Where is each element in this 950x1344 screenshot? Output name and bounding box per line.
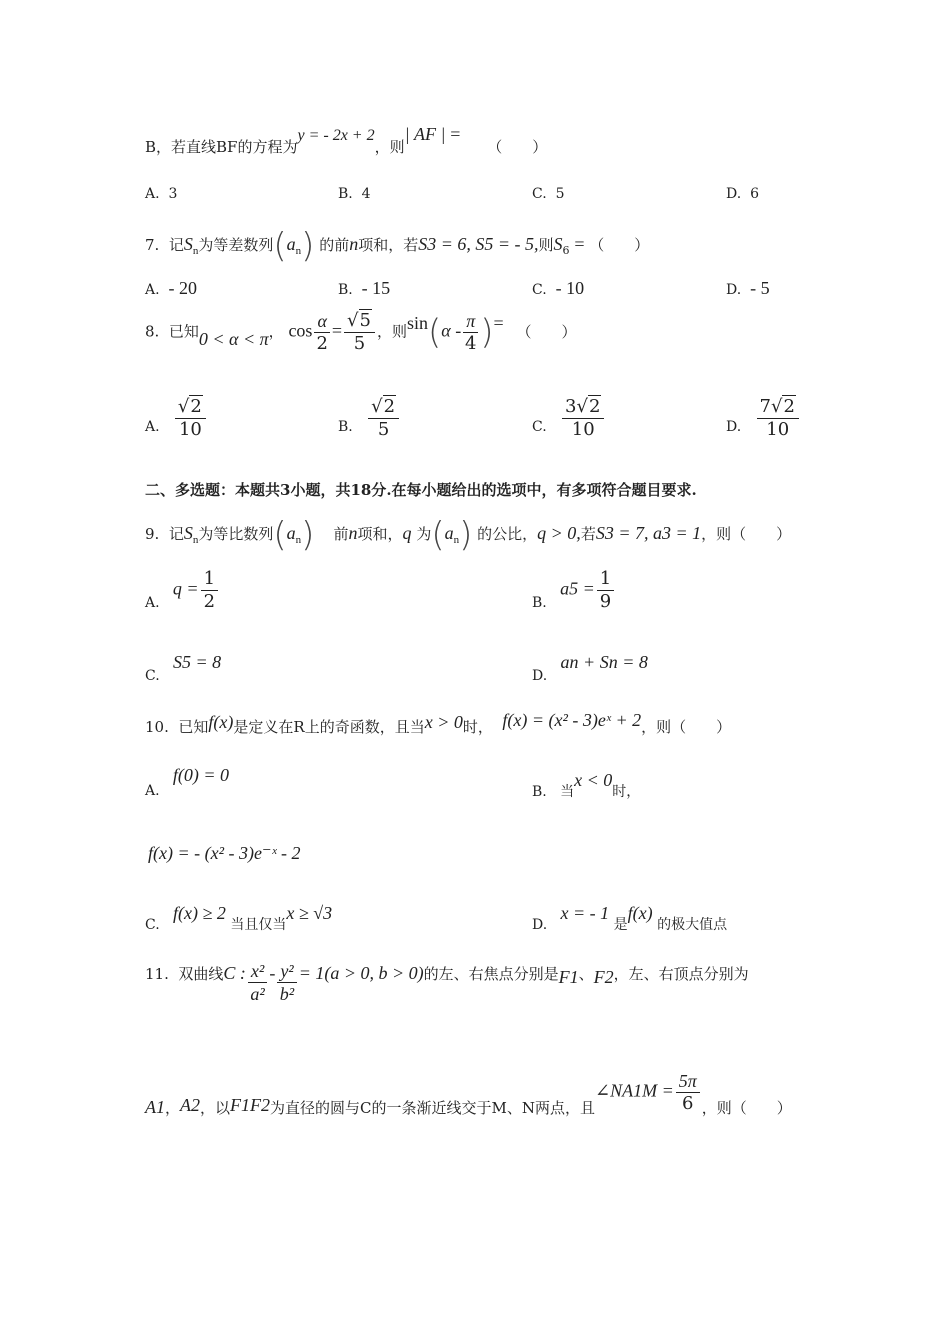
section-heading: 二、多选题：本题共3小题，共18分.在每小题给出的选项中，有多项符合题目要求. — [145, 481, 697, 499]
q10-stem: 10. 已知f(x)是定义在R上的奇函数，且当x > 0时， f(x) = (x² - 3)eˣ + 2，则（ ） — [145, 710, 732, 736]
q7-option-d: D. - 5 — [726, 278, 770, 298]
q10-option-b: B. 当x < 0时， — [532, 770, 641, 800]
q8-stem: 8. 已知0 < α < π， cos $\frac{\alpha}{2}$ = $\frac{√5}{5}$ ，则sin(α - $\frac{\pi}{4}$ )= （ ） — [145, 310, 577, 354]
q10-option-b-formula: f(x) = - (x² - 3)e⁻ˣ - 2 — [148, 843, 301, 863]
q10-option-d: D. x = - 1 是f(x) 的极大值点 — [532, 903, 728, 933]
q6-prefix: B，若直线BF的方程为 — [145, 138, 298, 156]
q6-ask: | AF | — [404, 124, 446, 144]
q9-option-c: C. S5 = 8 — [145, 652, 222, 684]
q7-option-b: B. - 15 — [338, 278, 391, 298]
q9-condition: S3 = 7, a3 = 1 — [595, 523, 702, 543]
q6-stem: B，若直线BF的方程为y = - 2x + 2，则| AF | = （ ） — [145, 124, 548, 156]
q9-option-b: B. a5 = $\frac{1}{9}$ — [532, 568, 616, 613]
q6-option-d: D. 6 — [726, 186, 760, 202]
q8-range: 0 < α < π — [198, 328, 269, 349]
q6-line-eq: y = - 2x + 2 — [297, 127, 375, 144]
q8-option-b: B. $\frac{√2}{5}$ — [338, 396, 401, 441]
q11-stem: 11. 双曲线C : $\frac{\text{x²}}{\text{a²}}$ - $\frac{\text{y²}}{\text{b²}}$ = 1(a > 0, b > 0)的左、右焦点分别是F1、F2，左、右顶点分别为 — [145, 961, 749, 1004]
q7-stem: 7. 记$S_n$为等差数列$(a_n)$ 的前n项和，若S3 = 6, S5 = - 5,则$S_6$ = （ ） — [145, 226, 650, 266]
q6-mid: ，则 — [374, 138, 405, 156]
q6-paren: （ ） — [487, 138, 548, 156]
q7-condition: S3 = 6, S5 = - 5, — [418, 234, 539, 254]
q8-option-a: A. $\frac{√2}{10}$ — [145, 396, 208, 441]
q9-option-a: A. q = $\frac{1}{2}$ — [145, 568, 220, 613]
q10-formula: f(x) = (x² - 3)eˣ + 2 — [502, 710, 642, 730]
q6-option-b: B. 4 — [338, 186, 371, 202]
q11-stem-continued: A1，A2，以F1F2为直径的圆与C的一条渐近线交于M、N两点，且∠NA1M = $\frac{5\pi}{6}$ ，则（ ） — [145, 1071, 792, 1117]
q10-option-a: A. f(0) = 0 — [145, 765, 230, 799]
q7-option-a: A. - 20 — [145, 278, 197, 298]
q9-stem: 9. 记$S_n$为等比数列$(a_n)$ 前n项和，q 为$(a_n)$ 的公比，q > 0,若S3 = 7, a3 = 1，则（ ） — [145, 515, 792, 555]
q9-option-d: D. an + Sn = 8 — [532, 652, 648, 684]
q6-option-c: C. 5 — [532, 186, 565, 202]
q10-option-c: C. f(x) ≥ 2 当且仅当x ≥ √3 — [145, 903, 333, 933]
q8-option-c: C. $\frac{3√2}{10}$ — [532, 396, 606, 441]
q6-option-a: A. 3 — [145, 186, 178, 202]
q8-option-d: D. $\frac{7√2}{10}$ — [726, 396, 801, 441]
q7-option-c: C. - 10 — [532, 278, 585, 298]
